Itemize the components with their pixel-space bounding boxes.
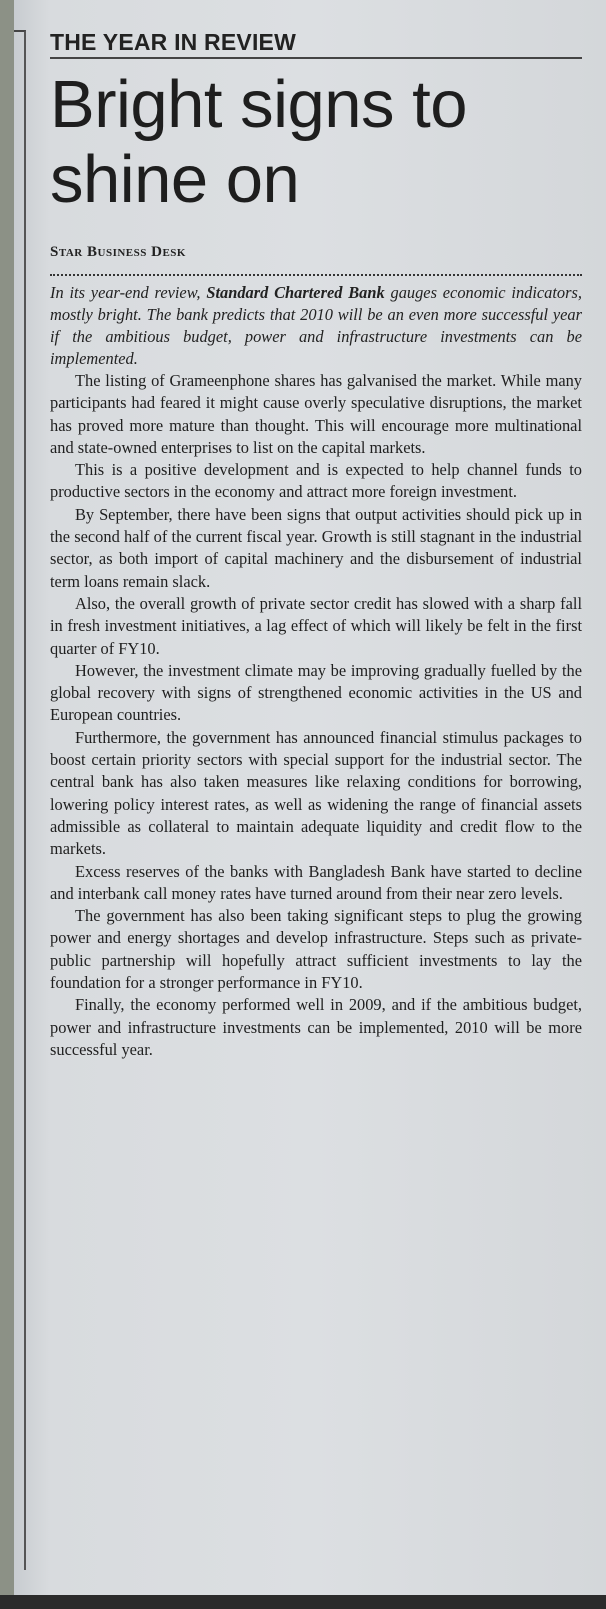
- headline: Bright signs to shine on: [50, 67, 468, 217]
- article-body: [50, 370, 582, 1061]
- section-kicker: THE YEAR IN REVIEW: [50, 28, 582, 59]
- body-paragraph: However, the investment climate may be improving gradually fuelled by the global recovery with signs of strengthened economic activities in the US and European countries.: [50, 660, 582, 725]
- body-paragraph: This is a positive development and is expected to help channel funds to productive sectors in the economy and attract more foreign investment.: [50, 460, 582, 502]
- body-paragraph: Excess reserves of the banks with Bangladesh Bank have started to decline and interbank call money rates have turned around from their near zero levels.: [50, 861, 582, 903]
- column-rule: [14, 30, 26, 1570]
- body-paragraph: Also, the overall growth of private sector credit has slowed with a sharp fall in fresh investment initiatives, a lag effect of which will likely be felt in the first quarter of FY10.: [50, 593, 582, 658]
- lede-bank-name: Standard Chartered Bank: [206, 283, 385, 302]
- article: [50, 28, 582, 1061]
- body-paragraph: The government has also been taking significant steps to plug the growing power and energy shortages and develop infrastructure. Steps such as private-public partnership will hopefully attract sufficient investments to lay the foundation for a stronger performance in FY10.: [50, 906, 582, 993]
- lede-rest: gauges economic indicators, mostly bright. The bank predicts that 2010 will be an even more successful year if the ambitious budget, power and infrastructure investments can be implemented.: [50, 283, 582, 368]
- body-paragraph: Furthermore, the government has announced financial stimulus packages to boost certain priority sectors with special support for the industrial sector. The central bank has also taken measures like relaxing conditions for borrowing, lowering policy interest rates, as well as widening the range of financial assets admissible as collateral to maintain adequate liquidity and credit flow to the markets.: [50, 727, 582, 859]
- lede-intro: In its year-end review,: [50, 283, 207, 302]
- body-paragraph: Finally, the economy performed well in 2009, and if the ambitious budget, power and infrastructure investments can be implemented, 2010 will be more successful year.: [50, 995, 582, 1059]
- body-paragraph: The listing of Grameenphone shares has galvanised the market. While many participants had feared it might cause overly speculative disruptions, the market has proved more mature than thought. This will encourage more multinational and state-owned enterprises to list on the capital markets.: [50, 371, 582, 457]
- byline: Star Business Desk: [50, 244, 186, 260]
- page-edge: [0, 1595, 606, 1609]
- lede-paragraph: [50, 282, 582, 370]
- dotted-divider: [50, 274, 582, 276]
- body-paragraph: By September, there have been signs that output activities should pick up in the second half of the current fiscal year. Growth is still stagnant in the industrial sector, as both import of capital machinery and the disbursement of industrial term loans remain slack.: [50, 504, 582, 591]
